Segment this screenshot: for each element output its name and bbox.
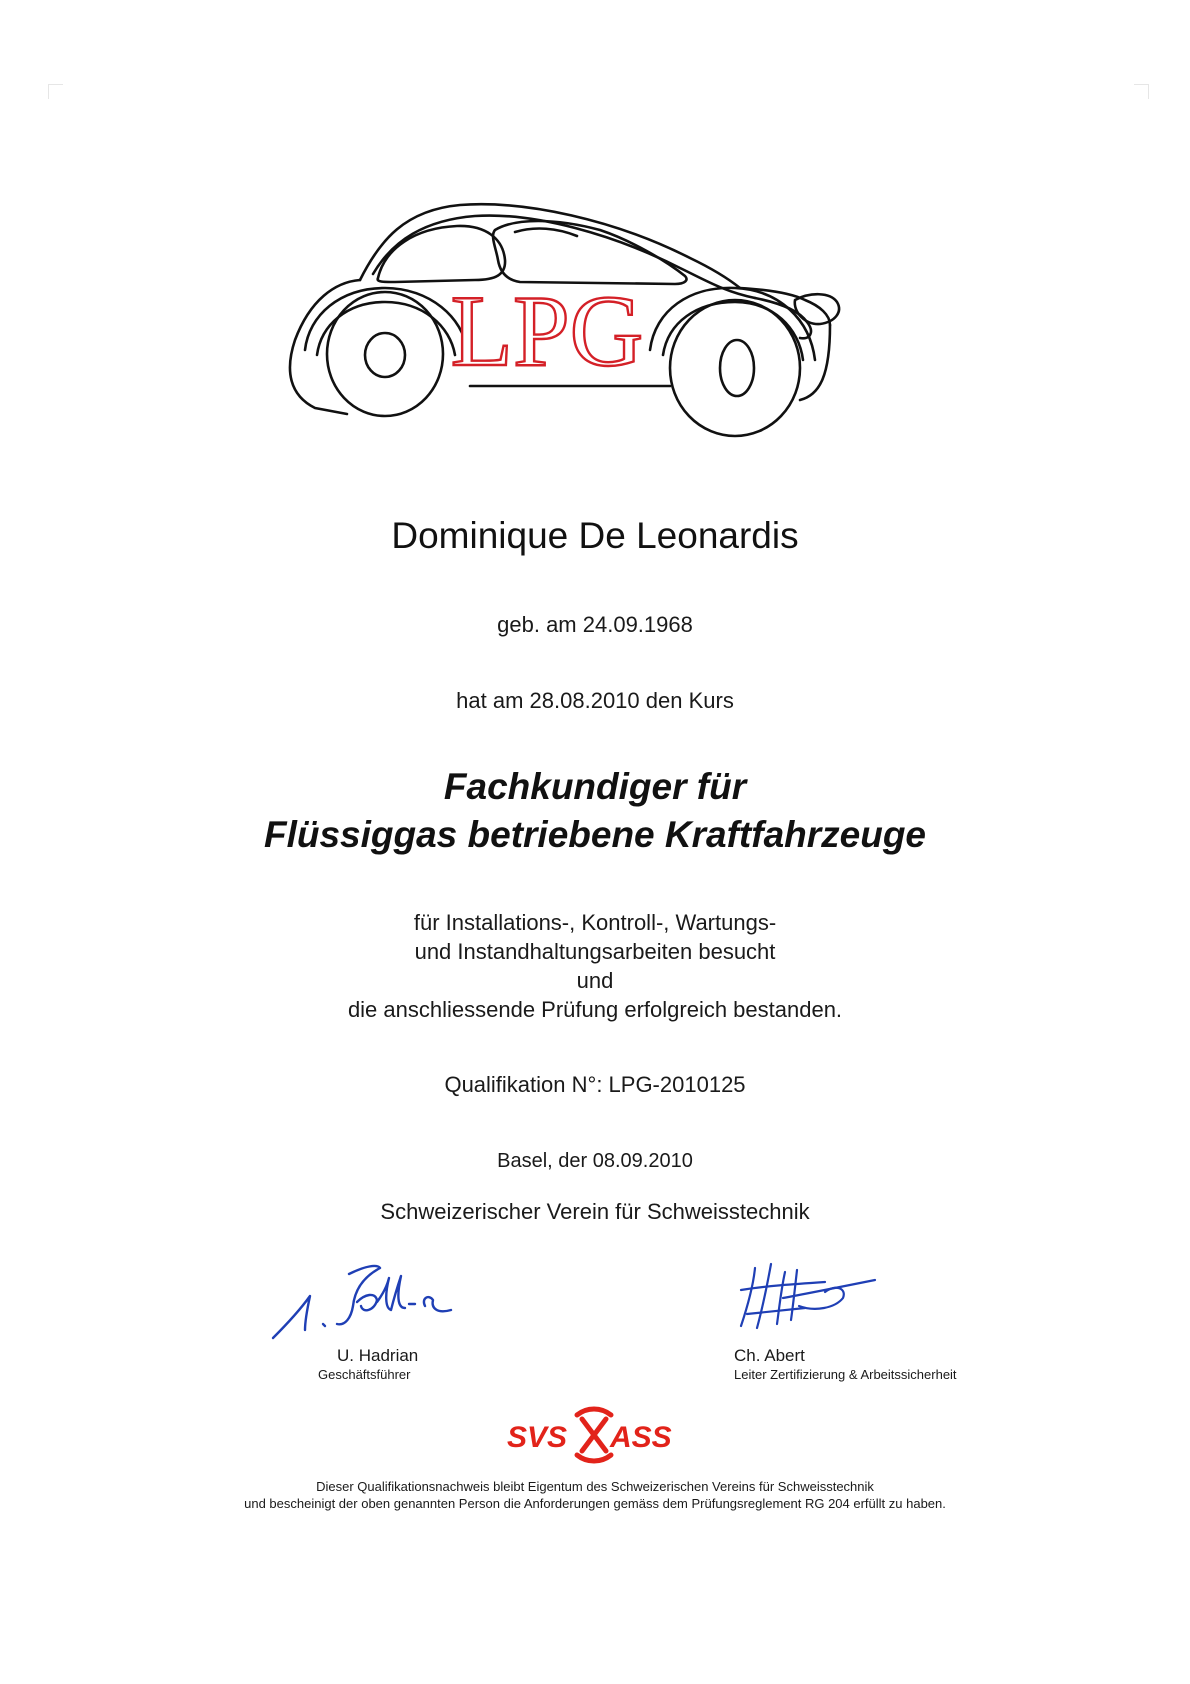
description-line: und <box>576 968 614 993</box>
signature-right <box>735 1258 885 1338</box>
footer-line-2: und bescheinigt der oben genannten Person die Anforderungen gemäss dem Prüfungsreglement RG 204 erfüllt zu haben. <box>244 1496 946 1511</box>
scan-corner-mark <box>1134 84 1149 99</box>
signature-left <box>265 1258 480 1348</box>
signer-name-left: U. Hadrian <box>337 1346 419 1365</box>
place-and-date: Basel, der 08.09.2010 <box>497 1150 693 1172</box>
description-line: für Installations-, Kontroll-, Wartungs- <box>413 910 777 935</box>
recipient-name: Dominique De Leonardis <box>391 515 799 556</box>
birth-date-line: geb. am 24.09.1968 <box>497 612 693 637</box>
signer-name-right: Ch. Abert <box>734 1346 805 1365</box>
logo-text: LPG <box>450 275 644 388</box>
scan-corner-mark <box>48 84 63 99</box>
association-name: Schweizerischer Verein für Schweisstechnik <box>380 1199 810 1224</box>
svs-logo-text-left: SVS <box>507 1421 568 1454</box>
svs-ass-logo <box>505 1405 685 1465</box>
car-outline-icon <box>285 200 895 480</box>
qualification-number: Qualifikation N°: LPG-2010125 <box>444 1072 746 1097</box>
course-title-line-2: Flüssiggas betriebene Kraftfahrzeuge <box>263 814 927 855</box>
footer-line-1: Dieser Qualifikationsnachweis bleibt Eigentum des Schweizerischen Vereins für Schweisstechnik <box>316 1479 874 1494</box>
course-date-line: hat am 28.08.2010 den Kurs <box>456 688 734 713</box>
description-line: und Instandhaltungsarbeiten besucht <box>414 939 776 964</box>
description-line: die anschliessende Prüfung erfolgreich bestanden. <box>347 997 843 1022</box>
signer-role-left: Geschäftsführer <box>318 1367 411 1382</box>
svs-logo-text-right: ASS <box>610 1421 672 1454</box>
signer-role-right: Leiter Zertifizierung & Arbeitssicherheit <box>734 1367 957 1382</box>
course-title-line-1: Fachkundiger für <box>443 766 747 807</box>
